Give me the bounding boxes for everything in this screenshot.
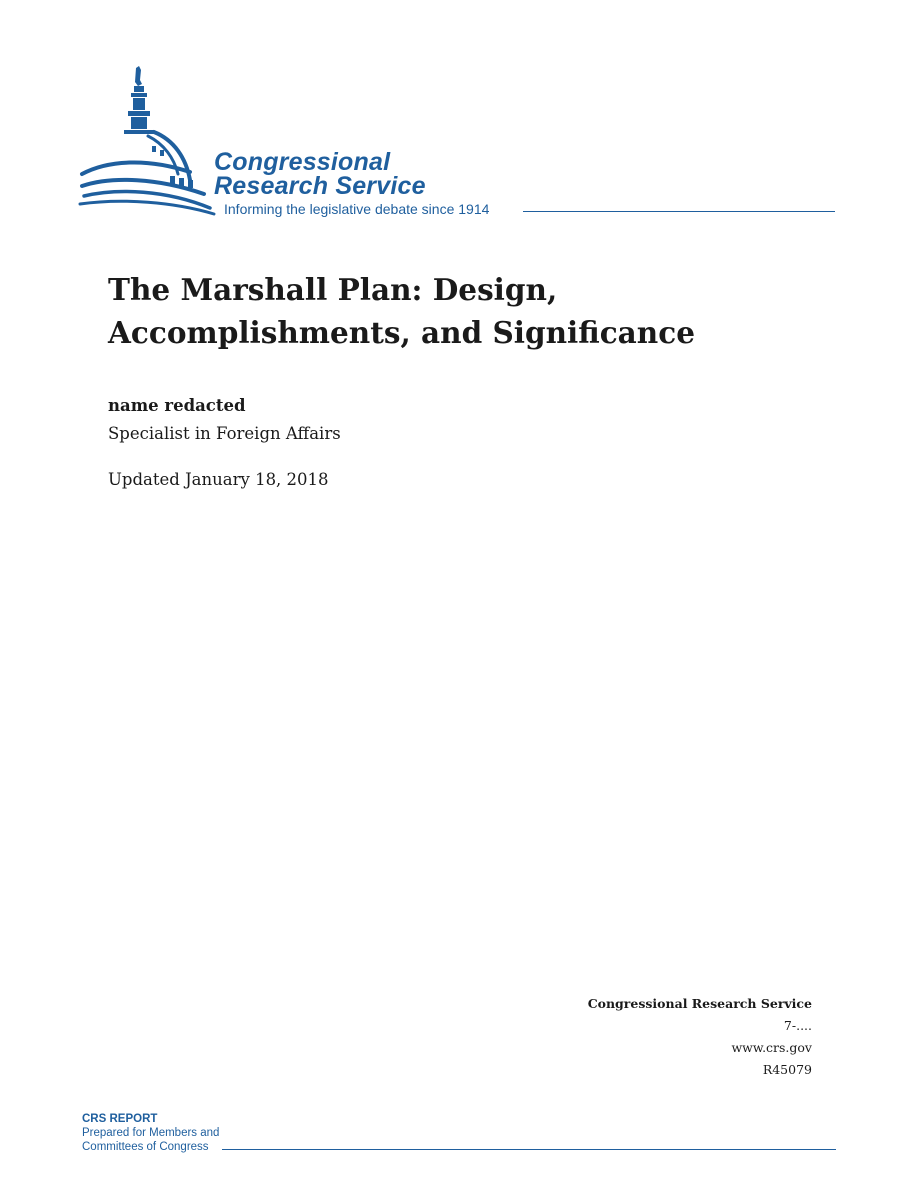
report-title: The Marshall Plan: Design, Accomplishments, and Significance	[108, 272, 695, 350]
tagline-divider	[523, 211, 835, 212]
org-name-line2: Research Service	[214, 172, 426, 200]
crs-report-label	[82, 1112, 219, 1154]
updated-date: Updated January 18, 2018	[108, 470, 329, 489]
org-tagline: Informing the legislative debate since 1914	[224, 201, 490, 217]
report-label-head: CRS REPORT	[82, 1113, 158, 1125]
publisher-info	[588, 993, 812, 1081]
publisher-phone: 7-....	[783, 1018, 812, 1033]
publisher-name: Congressional Research Service	[587, 996, 812, 1011]
report-label-line2: Prepared for Members and	[82, 1127, 220, 1139]
crs-logo	[78, 62, 838, 222]
author-role: Specialist in Foreign Affairs	[108, 424, 341, 443]
footer-divider	[222, 1149, 836, 1150]
report-label-line3: Committees of Congress	[82, 1141, 209, 1153]
publisher-website[interactable]: www.crs.gov	[731, 1040, 812, 1055]
capitol-dome-icon	[78, 62, 218, 222]
org-name-line1: Congressional	[214, 148, 391, 176]
author-name: name redacted	[108, 396, 246, 415]
report-number: R45079	[762, 1062, 812, 1077]
